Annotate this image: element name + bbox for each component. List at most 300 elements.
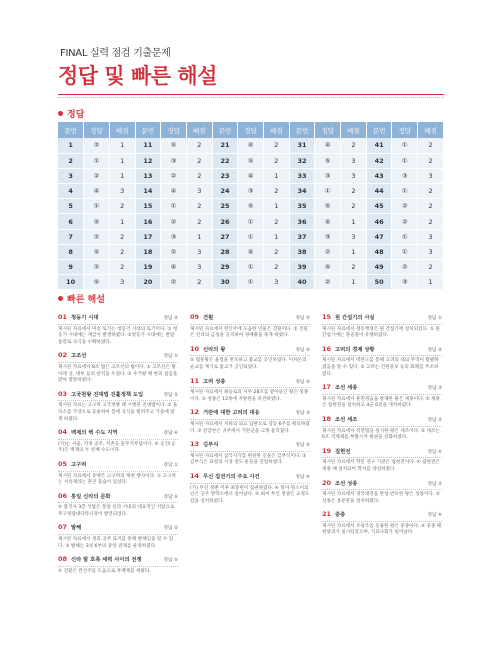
explanation-body: 제시된 자료에서 완산주에 도읍한 인물은 견훤이다. ② 견훤은 신라의 금성을 공격하여 경애왕을 죽게 하였다. xyxy=(190,326,308,339)
question-number-cell: 45 xyxy=(366,199,392,214)
explanation-title: 김부식 xyxy=(203,442,219,449)
answer-cell: ② xyxy=(84,168,110,183)
explanation-entry xyxy=(190,441,310,467)
bullet-icon xyxy=(58,296,63,301)
answer-cell: ② xyxy=(161,168,187,183)
explanation-body: 제시된 자료에서 학문 연구 기관은 집현전이다. ④ 집현전은 세종 때 설치되어 학자를 양성하였다. xyxy=(322,460,440,472)
answer-cell: ① xyxy=(238,260,264,275)
explanation-column-1 xyxy=(58,314,178,581)
question-number-cell: 22 xyxy=(212,153,238,168)
question-number-cell: 32 xyxy=(289,153,315,168)
explanation-title-group xyxy=(322,346,375,354)
answer-cell: ② xyxy=(84,260,110,275)
explanation-body: 제시된 자료에서 서희의 외교 담판으로 강동 6주를 획득하였다. ③ 강감찬은 귀주에서 거란군을 크게 물리쳤다. xyxy=(190,421,310,434)
explanation-title-group xyxy=(58,493,111,501)
answer-cell: ② xyxy=(161,214,187,229)
answer-cell: ② xyxy=(84,229,110,244)
title-divider xyxy=(58,94,444,95)
question-number-cell: 21 xyxy=(212,138,238,153)
explanation-title-group xyxy=(190,441,218,449)
question-number-cell: 43 xyxy=(366,168,392,183)
question-number-cell: 23 xyxy=(212,168,238,183)
question-number-cell: 40 xyxy=(289,275,315,290)
question-number-cell: 41 xyxy=(366,138,392,153)
explanation-body: 제시된 자료에서 훈민정음을 창제한 왕은 세종이다. ③ 세종은 집현전을 설치하고 4군 6진을 개척하였다. xyxy=(322,396,440,409)
question-number-cell: 7 xyxy=(58,229,84,244)
explanation-title: 거란에 대한 고려의 대응 xyxy=(203,410,260,417)
explanation-entry xyxy=(58,524,178,550)
question-number-cell: 20 xyxy=(135,275,161,290)
question-number-cell: 29 xyxy=(212,260,238,275)
explanation-entry xyxy=(190,378,310,404)
explanation-title-group xyxy=(190,473,260,481)
question-number-cell: 27 xyxy=(212,229,238,244)
answer-table-header-cell: 배점 xyxy=(186,122,212,138)
explanation-answer: 정답 ⑤ xyxy=(295,379,310,385)
explanation-header xyxy=(322,346,442,357)
question-number-cell: 47 xyxy=(366,229,392,244)
question-number-cell: 6 xyxy=(58,214,84,229)
answer-cell: ⑤ xyxy=(315,199,341,214)
question-number-cell: 2 xyxy=(58,153,84,168)
explanation-answer: 정답 ④ xyxy=(295,474,310,480)
score-cell: 1 xyxy=(341,214,367,229)
question-number-cell: 1 xyxy=(58,138,84,153)
score-cell: 2 xyxy=(264,260,290,275)
answer-table-header-row xyxy=(58,122,444,138)
answer-table-header-cell: 문번 xyxy=(58,122,84,138)
answer-table-body xyxy=(58,138,444,290)
question-number-cell: 26 xyxy=(212,214,238,229)
explanation-body: 제시된 자료에서 경국대전을 완성·반포한 왕은 성종이다. ② 성종은 홍문관을 설치하였다. xyxy=(322,492,440,504)
explanation-number: 04 xyxy=(58,428,68,437)
explanation-answer: 정답 ② xyxy=(295,443,310,449)
score-cell: 2 xyxy=(418,184,444,199)
explanation-column-3 xyxy=(322,314,442,543)
question-number-cell: 31 xyxy=(289,138,315,153)
answer-cell: ③ xyxy=(161,153,187,168)
explanation-header xyxy=(58,524,178,535)
answer-table-header-cell: 문번 xyxy=(289,122,315,138)
answer-table-header-cell: 배점 xyxy=(418,122,444,138)
score-cell: 3 xyxy=(341,229,367,244)
score-cell: 3 xyxy=(109,275,135,290)
answer-table-header-cell: 정답 xyxy=(238,122,264,138)
explanation-title-group xyxy=(58,524,81,532)
explanation-answer: 정답 ② xyxy=(295,316,310,321)
table-row xyxy=(58,229,444,244)
answer-cell: ② xyxy=(392,214,418,229)
explanation-answer: 정답 ② xyxy=(427,417,442,423)
answer-cell: ⑤ xyxy=(84,244,110,259)
question-number-cell: 5 xyxy=(58,199,84,214)
explanation-answer: 정답 ⑤ xyxy=(163,494,178,500)
explanation-title: 청동기 시대 xyxy=(71,315,99,321)
answer-cell: ⑤ xyxy=(315,260,341,275)
answer-cell: ① xyxy=(238,229,264,244)
score-cell: 2 xyxy=(264,138,290,153)
score-cell: 2 xyxy=(264,214,290,229)
score-cell: 2 xyxy=(109,260,135,275)
question-number-cell: 37 xyxy=(289,229,315,244)
explanation-answer: 정답 ② xyxy=(163,526,178,532)
table-row xyxy=(58,184,444,199)
explanation-number: 17 xyxy=(322,383,332,392)
question-number-cell: 8 xyxy=(58,244,84,259)
explanation-title-group xyxy=(58,461,86,469)
answer-table-header-cell: 문번 xyxy=(212,122,238,138)
score-cell: 1 xyxy=(264,168,290,183)
explanation-answer: 정답 ④ xyxy=(427,513,442,519)
explanation-title: 고려의 경제 상황 xyxy=(335,346,375,353)
explanation-number: 18 xyxy=(322,414,332,423)
answer-cell: ① xyxy=(84,199,110,214)
score-cell: 2 xyxy=(186,168,212,183)
explanation-entry xyxy=(58,352,178,384)
score-cell: 2 xyxy=(418,199,444,214)
question-number-cell: 49 xyxy=(366,260,392,275)
question-number-cell: 13 xyxy=(135,168,161,183)
bullet-icon xyxy=(58,111,63,116)
answer-cell: ② xyxy=(315,275,341,290)
answer-table-header-cell: 정답 xyxy=(315,122,341,138)
explanation-title: 고구려 xyxy=(71,461,87,468)
question-number-cell: 16 xyxy=(135,214,161,229)
question-number-cell: 18 xyxy=(135,244,161,259)
explanation-entry xyxy=(322,448,442,474)
score-cell: 2 xyxy=(264,153,290,168)
explanation-entry xyxy=(58,556,178,575)
answer-table-header-cell: 문번 xyxy=(135,122,161,138)
question-number-cell: 33 xyxy=(289,168,315,183)
explanation-title-group xyxy=(190,314,213,322)
explanation-number: 07 xyxy=(58,523,68,532)
explanation-number: 02 xyxy=(58,351,68,360)
table-row xyxy=(58,214,444,229)
explanation-title: 집현전 xyxy=(335,448,351,455)
question-number-cell: 39 xyxy=(289,260,315,275)
score-cell: 2 xyxy=(186,138,212,153)
answer-cell: ④ xyxy=(161,260,187,275)
question-number-cell: 10 xyxy=(58,275,84,290)
answer-table-header-cell: 정답 xyxy=(84,122,110,138)
explanation-header xyxy=(322,416,442,427)
score-cell: 2 xyxy=(341,184,367,199)
answer-cell: ④ xyxy=(161,184,187,199)
question-number-cell: 19 xyxy=(135,260,161,275)
answer-cell: ③ xyxy=(315,229,341,244)
explanation-number: 12 xyxy=(190,408,200,417)
explanation-body: ⑤ 법흥왕은 율령을 반포하고 불교를 공인하였다. 이차돈의 순교를 계기로 불교가 공인되었다. xyxy=(190,358,307,370)
explanation-body: 제시된 자료에서 최승로의 시무 28조를 받아들인 왕은 성종이다. ⑤ 성종은 12목에 지방관을 파견하였다. xyxy=(190,390,309,402)
table-row xyxy=(58,138,444,153)
explanation-title-group xyxy=(58,429,118,437)
explanation-header xyxy=(58,461,178,472)
explanation-title: 고국천왕 진대법 진휼정책 도입 xyxy=(71,391,144,398)
explanation-number: 20 xyxy=(322,478,332,487)
answers-section-heading-text: 정답 xyxy=(67,110,85,120)
explanation-title: 조선 세종 xyxy=(335,385,358,392)
explanation-header xyxy=(322,448,442,459)
question-number-cell: 34 xyxy=(289,184,315,199)
book-series-label: FINAL 실력 점검 기출문제 xyxy=(60,48,171,59)
answer-cell: ① xyxy=(392,244,418,259)
explanation-title-group xyxy=(190,409,260,417)
question-number-cell: 42 xyxy=(366,153,392,168)
explanation-entry xyxy=(58,461,178,487)
answer-cell: ① xyxy=(238,214,264,229)
answer-cell: ⑤ xyxy=(84,214,110,229)
score-cell: 2 xyxy=(341,260,367,275)
question-number-cell: 46 xyxy=(366,214,392,229)
table-row xyxy=(58,168,444,183)
explanation-number: 05 xyxy=(58,459,68,468)
score-cell: 3 xyxy=(341,168,367,183)
explanation-answer: 정답 ③ xyxy=(427,386,442,392)
answer-cell: ⑤ xyxy=(161,138,187,153)
explanation-title: 발해 xyxy=(71,525,82,532)
answer-table-header-cell: 배점 xyxy=(264,122,290,138)
answer-cell: ③ xyxy=(161,229,187,244)
score-cell: 2 xyxy=(418,153,444,168)
score-cell: 3 xyxy=(341,153,367,168)
explanation-number: 19 xyxy=(322,446,332,455)
explanation-title: 조선 성종 xyxy=(335,480,358,487)
explanation-header xyxy=(58,352,178,363)
explanation-entry xyxy=(322,314,442,340)
explanation-title: 원 간섭기의 사실 xyxy=(335,315,375,321)
explanation-title-group xyxy=(190,346,225,354)
explanation-entry xyxy=(190,473,310,505)
explanation-entry xyxy=(190,409,310,435)
explanation-header xyxy=(190,378,310,389)
answer-cell: ② xyxy=(392,199,418,214)
explanation-body: 제시된 자료에서 직전법을 실시한 왕은 세조이다. ② 세조는 6조 직계제를 부활시켜 왕권을 강화하였다. xyxy=(322,428,440,441)
score-cell: 1 xyxy=(341,275,367,290)
explanation-title: 중종 xyxy=(335,512,346,519)
answer-cell: ④ xyxy=(84,184,110,199)
answer-cell: ④ xyxy=(315,138,341,153)
score-cell: 3 xyxy=(186,260,212,275)
answer-cell: ① xyxy=(84,153,110,168)
question-number-cell: 3 xyxy=(58,168,84,183)
explanation-number: 09 xyxy=(190,313,200,321)
explanation-header xyxy=(322,511,442,522)
explanation-body: 제시된 자료에서 정동행성은 원 간섭기에 설치되었다. ① 원 간섭기에는 몽골풍이 유행하였다. xyxy=(322,326,440,339)
answer-cell: ① xyxy=(392,138,418,153)
explanation-title: 무신 집권기의 주요 사건 xyxy=(203,473,260,480)
question-number-cell: 17 xyxy=(135,229,161,244)
explanation-body: 제시된 자료에서 8조 법은 고조선의 법이다. ① 고조선은 왕 아래 상, 대부 등의 관직을 두었다. ② 우거왕 때 한의 침입을 받아 멸망하였다. xyxy=(58,364,178,384)
answer-cell: ① xyxy=(161,199,187,214)
explanation-header xyxy=(322,480,442,491)
score-cell: 3 xyxy=(418,229,444,244)
question-number-cell: 14 xyxy=(135,184,161,199)
explanation-body: (가) 무신 정변 이후 최충헌이 집권하였다. ④ 망이·망소이의 난은 공주 명학소에서 일어났다. ⑤ 최씨 무신 정권은 교정도감을 설치하였다. xyxy=(190,485,310,504)
explanation-header xyxy=(190,409,310,420)
explanation-entry xyxy=(322,511,442,537)
question-number-cell: 4 xyxy=(58,184,84,199)
explanation-header xyxy=(58,429,178,440)
score-cell: 1 xyxy=(341,244,367,259)
explanation-title-group xyxy=(58,352,86,360)
explanation-title-group xyxy=(322,448,350,456)
explanation-column-2 xyxy=(190,314,310,511)
explanations-section-heading xyxy=(58,292,105,305)
explanation-answer: 정답 ⑤ xyxy=(295,347,310,353)
score-cell: 2 xyxy=(341,199,367,214)
answer-cell: ④ xyxy=(238,138,264,153)
table-row xyxy=(58,153,444,168)
question-number-cell: 30 xyxy=(212,275,238,290)
explanation-answer: 정답 ② xyxy=(163,392,178,398)
explanations-section-heading-text: 빠른 해설 xyxy=(67,295,105,305)
table-row xyxy=(58,260,444,275)
score-cell: 3 xyxy=(109,184,135,199)
table-row xyxy=(58,244,444,259)
explanation-title-group xyxy=(58,391,143,399)
explanation-title: 고려 성종 xyxy=(203,378,226,385)
explanation-title-group xyxy=(58,556,142,564)
answer-cell: ④ xyxy=(238,168,264,183)
question-number-cell: 44 xyxy=(366,184,392,199)
explanation-title: 백제의 벽 수도 지역 xyxy=(71,430,118,437)
explanation-entry xyxy=(322,416,442,442)
explanation-header xyxy=(190,314,310,325)
explanation-title: 신라의 왕 xyxy=(203,346,226,353)
explanation-header xyxy=(190,441,310,452)
score-cell: 3 xyxy=(264,275,290,290)
answers-section-heading xyxy=(58,107,84,120)
question-number-cell: 9 xyxy=(58,260,84,275)
explanation-answer: 정답 ⑤ xyxy=(163,558,178,564)
explanation-title-group xyxy=(322,416,357,424)
score-cell: 2 xyxy=(264,184,290,199)
question-number-cell: 25 xyxy=(212,199,238,214)
explanation-number: 08 xyxy=(58,555,68,564)
explanation-title: 고조선 xyxy=(71,353,87,360)
explanation-header xyxy=(58,493,178,504)
answer-cell: ② xyxy=(315,244,341,259)
explanation-number: 01 xyxy=(58,313,68,321)
score-cell: 2 xyxy=(186,153,212,168)
score-cell: 3 xyxy=(186,184,212,199)
explanation-header xyxy=(58,314,178,325)
answer-cell: ⑤ xyxy=(238,153,264,168)
question-number-cell: 38 xyxy=(289,244,315,259)
explanation-number: 03 xyxy=(58,389,68,398)
explanation-body: 제시된 자료에서 조광조를 등용한 왕은 중종이다. ④ 중종 때 현량과가 실시되었으며, 기묘사화가 일어났다. xyxy=(322,523,442,536)
score-cell: 1 xyxy=(418,275,444,290)
answer-cell: ⑤ xyxy=(84,275,110,290)
answer-cell: ① xyxy=(315,184,341,199)
explanation-title-group xyxy=(190,378,225,386)
explanation-body: 제시된 자료에서 정효 공주 묘지를 통해 발해임을 알 수 있다. ② 발해는 3성 6부의 중앙 관제를 운영하였다. xyxy=(58,537,174,549)
score-cell: 1 xyxy=(109,214,135,229)
score-cell: 2 xyxy=(109,244,135,259)
explanation-answer: 정답 ② xyxy=(427,347,442,353)
explanation-title: 통일 신라의 문화 xyxy=(71,493,111,500)
explanation-number: 10 xyxy=(190,344,200,353)
explanation-answer: 정답 ③ xyxy=(295,411,310,417)
answer-cell: ① xyxy=(392,184,418,199)
explanation-body: ⑤ 불국사 3층 석탑은 통일 신라 시대의 대표적인 석탑으로 무구정광대다라니경이 발견되었다. xyxy=(58,505,175,517)
answer-cell: ④ xyxy=(315,214,341,229)
score-cell: 2 xyxy=(418,214,444,229)
answer-cell: ⑤ xyxy=(238,199,264,214)
explanation-number: 14 xyxy=(190,471,200,480)
score-cell: 1 xyxy=(109,138,135,153)
score-cell: 2 xyxy=(186,199,212,214)
explanation-body: 제시된 자료에서 벽란도를 통해 고려의 대외 무역이 활발하였음을 알 수 있다. ② 고려는 건원중보 등의 화폐를 주조하였다. xyxy=(322,358,439,377)
explanation-title: 견훤 xyxy=(203,315,214,321)
score-cell: 2 xyxy=(109,199,135,214)
answer-table-header-cell: 정답 xyxy=(161,122,187,138)
answer-table-header-cell: 문번 xyxy=(366,122,392,138)
answer-cell: ① xyxy=(238,275,264,290)
question-number-cell: 11 xyxy=(135,138,161,153)
explanation-entry xyxy=(190,314,310,340)
answer-table xyxy=(58,122,444,290)
explanation-entry xyxy=(190,346,310,372)
explanation-entry xyxy=(322,346,442,378)
score-cell: 2 xyxy=(264,244,290,259)
answer-cell: ① xyxy=(392,229,418,244)
question-number-cell: 28 xyxy=(212,244,238,259)
explanation-answer: 정답 ④ xyxy=(163,431,178,437)
explanation-entry xyxy=(322,480,442,506)
answer-cell: ② xyxy=(84,138,110,153)
score-cell: 1 xyxy=(186,229,212,244)
answer-cell: ③ xyxy=(238,184,264,199)
answer-cell: ① xyxy=(392,153,418,168)
title-divider-dotted xyxy=(58,97,444,98)
score-cell: 1 xyxy=(109,153,135,168)
score-cell: 2 xyxy=(418,138,444,153)
explanation-header xyxy=(58,391,178,402)
explanation-answer: 정답 ① xyxy=(163,462,178,468)
explanation-number: 06 xyxy=(58,491,68,500)
score-cell: 3 xyxy=(418,168,444,183)
score-cell: 3 xyxy=(186,244,212,259)
score-cell: 2 xyxy=(186,214,212,229)
explanation-number: 21 xyxy=(322,510,332,519)
answer-cell: ② xyxy=(161,244,187,259)
explanation-title-group xyxy=(322,384,357,392)
score-cell: 2 xyxy=(341,138,367,153)
explanation-answer: 정답 ② xyxy=(163,316,178,321)
explanation-number: 13 xyxy=(190,440,200,449)
explanation-title-group xyxy=(322,314,375,322)
answer-table-header-cell: 배점 xyxy=(109,122,135,138)
explanation-answer: 정답 ④ xyxy=(427,449,442,455)
answer-cell: ② xyxy=(392,260,418,275)
score-cell: 1 xyxy=(264,229,290,244)
score-cell: 1 xyxy=(264,199,290,214)
page-title: 정답 및 빠른 해설 xyxy=(58,64,217,88)
explanation-number: 15 xyxy=(322,313,332,321)
explanation-title-group xyxy=(322,511,345,519)
explanation-header xyxy=(190,346,310,357)
score-cell: 2 xyxy=(418,260,444,275)
explanation-header xyxy=(58,556,178,567)
explanation-body: ⑤ 견훤은 완산주를 도읍으로 후백제를 세웠다. xyxy=(58,568,151,574)
question-number-cell: 48 xyxy=(366,244,392,259)
answer-cell: ④ xyxy=(238,244,264,259)
explanation-body: (가)는 서울, 지정 공주, 석촌동 돌무지무덤이다. ④ 웅진(공주)은 백제의 두 번째 수도이다. xyxy=(58,441,176,454)
score-cell: 3 xyxy=(418,244,444,259)
explanation-header xyxy=(322,384,442,395)
